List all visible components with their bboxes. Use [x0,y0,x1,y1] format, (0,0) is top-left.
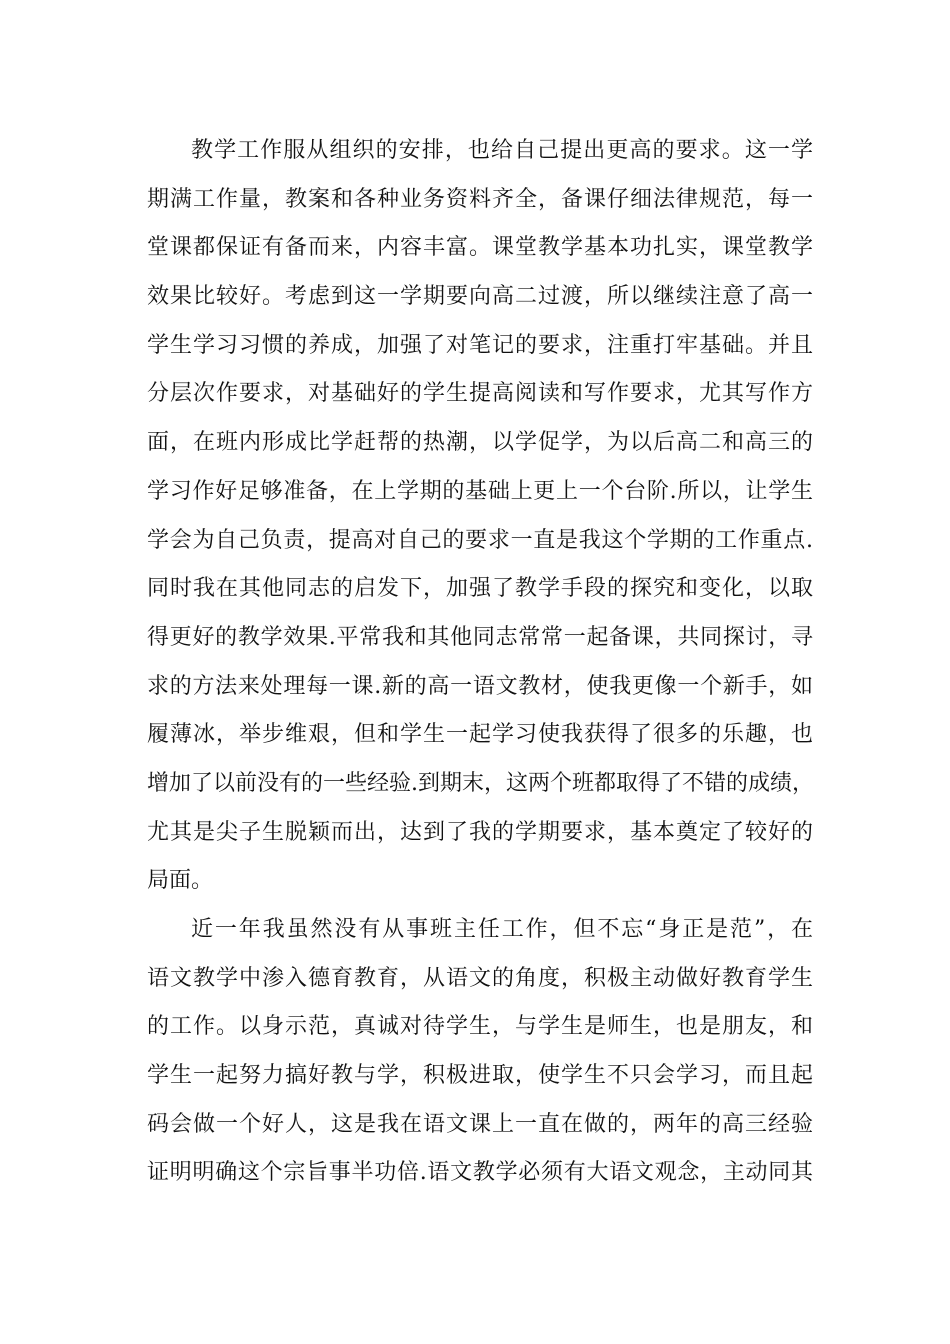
paragraph-1-line-16: 局面。 [147,868,214,894]
paragraph-1-line-10: 同时我在其他同志的启发下，加强了教学手段的探究和变化，以取 [147,576,813,602]
paragraph-1-line-14: 增加了以前没有的一些经验.到期末，这两个班都取得了不错的成绩， [147,770,814,796]
paragraph-1-line-6: 分层次作要求，对基础好的学生提高阅读和写作要求，尤其写作方 [147,381,813,407]
paragraph-2-line-4: 学生一起努力搞好教与学，积极进取，使学生不只会学习，而且起 [147,1063,813,1089]
paragraph-2-line-3: 的工作。以身示范，真诚对待学生，与学生是师生，也是朋友，和 [147,1014,813,1040]
paragraph-2-line-2: 语文教学中渗入德育教育，从语文的角度，积极主动做好教育学生 [147,965,813,991]
paragraph-1-line-2: 期满工作量，教案和各种业务资料齐全，备课仔细法律规范，每一 [147,186,813,212]
paragraph-2-line-5: 码会做一个好人，这是我在语文课上一直在做的，两年的高三经验 [147,1111,813,1137]
paragraph-1-line-5: 学生学习习惯的养成，加强了对笔记的要求，注重打牢基础。并且 [147,332,813,358]
paragraph-1-line-4: 效果比较好。考虑到这一学期要向高二过渡，所以继续注意了高一 [147,284,813,310]
paragraph-1-line-1: 教学工作服从组织的安排，也给自己提出更高的要求。这一学 [191,138,813,163]
paragraph-1-line-12: 求的方法来处理每一课.新的高一语文教材，使我更像一个新手，如 [147,673,813,699]
paragraph-1-line-15: 尤其是尖子生脱颖而出，达到了我的学期要求，基本奠定了较好的 [147,819,813,845]
paragraph-1-line-3: 堂课都保证有备而来，内容丰富。课堂教学基本功扎实，课堂教学 [147,235,813,261]
paragraph-1-line-8: 学习作好足够准备，在上学期的基础上更上一个台阶.所以，让学生 [147,478,813,504]
document-body [147,127,813,1198]
paragraph-2-line-1: 近一年我虽然没有从事班主任工作，但不忘“身正是范”，在 [191,917,813,942]
paragraph-1-line-11: 得更好的教学效果.平常我和其他同志常常一起备课，共同探讨，寻 [147,624,813,650]
paragraph-1-line-13: 履薄冰，举步维艰，但和学生一起学习使我获得了很多的乐趣，也 [147,722,813,748]
paragraph-2-line-6: 证明明确这个宗旨事半功倍.语文教学必须有大语文观念，主动同其 [147,1160,813,1186]
paragraph-1-line-7: 面，在班内形成比学赶帮的热潮，以学促学，为以后高二和高三的 [147,430,813,456]
paragraph-1-line-9: 学会为自己负责，提高对自己的要求一直是我这个学期的工作重点. [147,527,813,553]
